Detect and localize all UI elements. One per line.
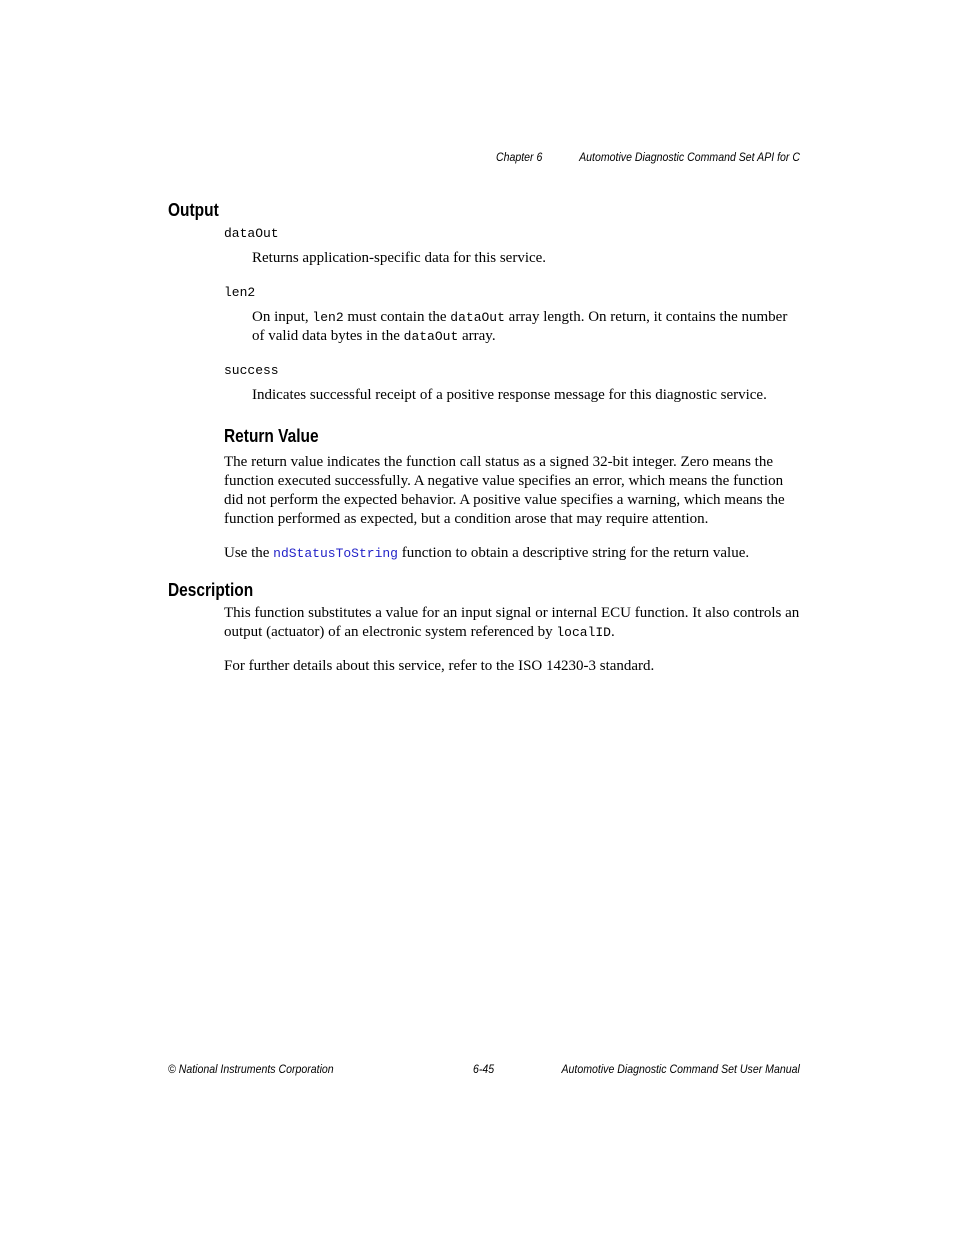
code-dataout: dataOut xyxy=(403,329,459,344)
header-chapter-title: Automotive Diagnostic Command Set API for C xyxy=(579,150,800,164)
param-desc-success: Indicates successful receipt of a positive response message for this diagnostic service. xyxy=(252,387,767,403)
header-chapter: Chapter 6 xyxy=(496,150,543,164)
footer-page-number: 6-45 xyxy=(473,1062,495,1076)
description-reference: For further details about this service, refer to the ISO 14230-3 standard. xyxy=(224,658,655,674)
param-desc-dataout: Returns application-specific data for this service. xyxy=(252,250,547,266)
param-name-len2: len2 xyxy=(224,285,256,300)
code-localid: localID xyxy=(556,625,611,640)
param-name-success: success xyxy=(224,363,279,378)
code-dataout: dataOut xyxy=(450,310,505,325)
param-desc-len2: On input, len2 must contain the dataOut array length. On return, it contains the number of valid data bytes in the dataOut array. xyxy=(252,309,788,344)
output-heading: Output xyxy=(168,200,219,220)
code-len2: len2 xyxy=(312,310,344,325)
description-paragraph: This function substitutes a value for an input signal or internal ECU function. It also controls an output (actuator) of an electronic system referenced by localID. xyxy=(224,605,800,640)
return-value-heading: Return Value xyxy=(224,426,319,446)
footer-copyright: © National Instruments Corporation xyxy=(168,1062,334,1076)
footer-manual-title: Automotive Diagnostic Command Set User Manual xyxy=(561,1062,800,1076)
return-value-paragraph: The return value indicates the function call status as a signed 32-bit integer. Zero means the function executed successfully. A negative value specifies an error, which means the function did not perform the expected behavior. A positive value specifies a warning, which means the function performed as expected, but a condition arose that may require attention. xyxy=(224,454,785,527)
description-heading: Description xyxy=(168,580,254,600)
return-value-usage: Use the ndStatusToString function to obtain a descriptive string for the return value. xyxy=(224,545,750,561)
ndstatustostring-link[interactable]: ndStatusToString xyxy=(273,546,398,561)
param-name-dataout: dataOut xyxy=(224,226,279,241)
